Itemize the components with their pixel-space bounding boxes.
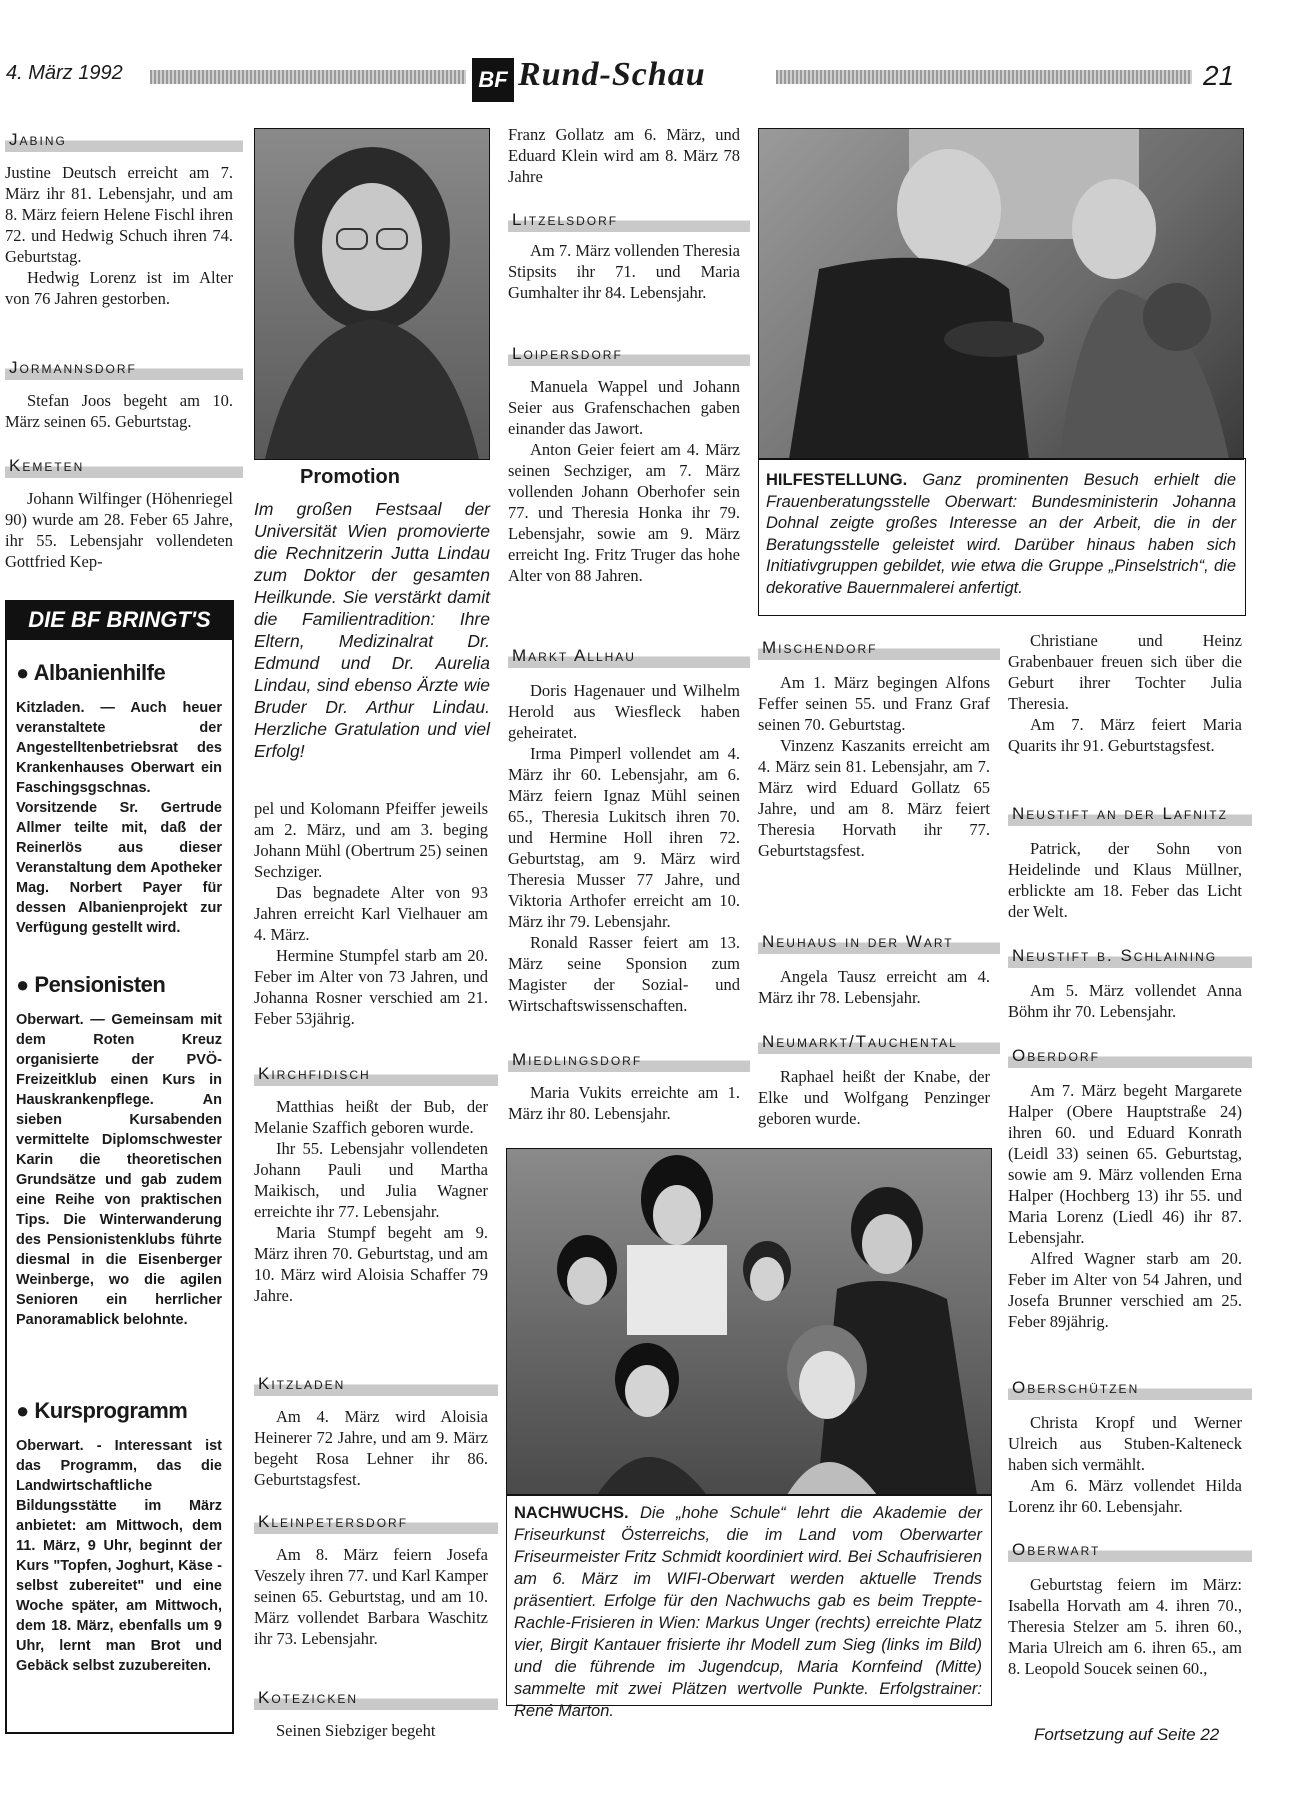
heading-oberwart: Oberwart xyxy=(1008,1536,1252,1562)
continuation-note: Fortsetzung auf Seite 22 xyxy=(1034,1725,1220,1744)
promotion-text: Im großen Festsaal der Universität Wien promovierte die Rechnitzerin Jutta Lindau zum Doktor der gesamten Heilkunde. Sie verstärkt damit die Familientradition: Ihre Eltern, Medizinalrat Dr. Edmund und Dr. Aurelia Lindau, sind ebenso Ärzte wie Bruder Dr. Arthur Lindau. Herzliche Gratulation und viel Erfolg! xyxy=(254,499,490,761)
oberdorf-text xyxy=(1008,1080,1242,1332)
markt-allhau-paragraph-3: Ronald Rasser feiert am 13. März seine Sponsion zum Magister der Sozial- und Wirtschaftswissenschaften. xyxy=(508,933,740,1015)
kirchfidisch-paragraph-1: Matthias heißt der Bub, der Melanie Szaffich geboren wurde. xyxy=(254,1097,488,1137)
bf-logo: BF xyxy=(472,58,514,102)
nachwuchs-caption-text: Die „hohe Schule“ lehrt die Akademie der Friseurkunst Österreichs, die im Land vom Oberwarter Friseurmeister Fritz Schmidt koordiniert wird. Bei Schaufrisieren am 6. März im WIFI-Oberwart werden aktuelle Trends präsentiert. Erfolge für den Nachwuchs gab es beim Treppte-Rachle-Frisieren in Wien: Markus Unger (rechts) erreichte Platz vier, Birgit Kantauer frisierte ihr Modell zum Sieg (links im Bild) und die führende im Jugendcup, Maria Kornfeind (Mitte) sammelte mit zwei Plätzen wertvolle Punkte. Erfolgstrainer: René Marton. xyxy=(514,1504,982,1720)
kirchfidisch-paragraph-2: Ihr 55. Lebensjahr vollendeten Johann Pauli und Martha Maikisch, und Julia Wagner erreichte ihr 77. Lebensjahr. xyxy=(254,1139,488,1221)
heading-litzelsdorf: Litzelsdorf xyxy=(508,206,750,232)
kemeten-continued xyxy=(254,798,488,1029)
col3-top-text: Franz Gollatz am 6. März, und Eduard Klein wird am 8. März 78 Jahre xyxy=(508,125,740,186)
kotezicken-text: Seinen Siebziger begeht xyxy=(276,1721,436,1740)
sidebar-text-kursprogramm: Oberwart. - Interessant ist das Programm, das die Landwirtschaftliche Bildungsstätte im März anbietet: am Mittwoch, dem 11. März, 9 Uhr, beginnt der Kurs "Topfen, Joghurt, Käse - selbst zubereitet" und eine Woche später, am Mittwoch, dem 18. März, ebenfalls um 9 Uhr, lernt man Brot und Gebäck selbst zuzubereiten. xyxy=(16,1438,222,1674)
kleinpetersdorf-text: Am 8. März feiern Josefa Veszely ihren 77. und Karl Kamper seinen 65. Geburtstag, und am 10. März vollendet Barbara Waschitz ihr 73. Lebensjahr. xyxy=(254,1545,488,1648)
promotion-title: Promotion xyxy=(300,466,400,488)
heading-markt-allhau: Markt Allhau xyxy=(508,642,750,668)
oberdorf-paragraph-1: Am 7. März begeht Margarete Halper (Obere Hauptstraße 24) ihren 60. und Eduard Konrath (Leidl 33) seinen 65. Geburtstag, sowie am 9. März vollenden Erna Halper (Hochberg 13) ihr 55. und Maria Lorenz (Liedl 46) ihr 87. Lebensjahr. xyxy=(1008,1081,1242,1247)
nachwuchs-caption-lead: NACHWUCHS. xyxy=(514,1504,629,1522)
oberdorf-paragraph-2: Alfred Wagner starb am 20. Feber im Alter von 54 Jahren, und Josefa Brunner verschied am 25. Feber 89jährig. xyxy=(1008,1249,1242,1331)
heading-oberdorf: Oberdorf xyxy=(1008,1042,1252,1068)
neumarkt-text: Raphael heißt der Knabe, der Elke und Wolfgang Penzinger geboren wurde. xyxy=(758,1067,990,1128)
markt-allhau-text xyxy=(508,680,740,1016)
neustift-lafnitz-text: Patrick, der Sohn von Heidelinde und Klaus Müllner, erblickte am 18. Feber das Licht der Welt. xyxy=(1008,839,1242,921)
heading-neustift-schlaining: Neustift b. Schlaining xyxy=(1008,942,1252,968)
jormannsdorf-text: Stefan Joos begeht am 10. März seinen 65. Geburtstag. xyxy=(5,391,233,431)
page-number: 21 xyxy=(1203,60,1235,91)
neuhaus-text: Angela Tausz erreicht am 4. März ihr 78. Lebensjahr. xyxy=(758,967,990,1007)
heading-neumarkt: Neumarkt/Tauchental xyxy=(758,1028,1000,1054)
mischendorf-text xyxy=(758,672,990,861)
oberschuetzen-text xyxy=(1008,1412,1242,1517)
hilfestellung-photo xyxy=(758,128,1244,460)
oberschuetzen-paragraph-1: Christa Kropf und Werner Ulreich aus Stuben-Kalteneck haben sich vermählt. xyxy=(1008,1413,1242,1474)
sidebar-heading-albanienhilfe: ● Albanienhilfe xyxy=(16,660,166,685)
jabing-paragraph-2: Hedwig Lorenz ist im Alter von 76 Jahren gestorben. xyxy=(5,268,233,308)
hilfestellung-caption-text: Ganz prominenten Besuch erhielt die Frauenberatungsstelle Oberwart: Bundesministerin Johanna Dohnal zeigte großes Interesse an der Arbeit, die in der Beratungsstelle geleistet wird. Darüber hinaus haben sich Initiativgruppen gebildet, wie etwa die Gruppe „Pinselstrich“, die dekorative Bauernmalerei anfertigt. xyxy=(766,471,1236,597)
heading-kirchfidisch: Kirchfidisch xyxy=(254,1060,498,1086)
hilfestellung-caption xyxy=(766,470,1236,599)
heading-kleinpetersdorf: Kleinpetersdorf xyxy=(254,1508,498,1534)
sidebar-heading-pensionisten: ● Pensionisten xyxy=(16,972,166,997)
loipersdorf-text xyxy=(508,376,740,586)
kitzladen-text: Am 4. März wird Aloisia Heinerer 72 Jahre, und am 9. März begeht Rosa Lehner ihr 86. Geburtstagsfest. xyxy=(254,1407,488,1489)
kemeten-cont-3: Hermine Stumpfel starb am 20. Feber im Alter von 73 Jahren, und Johanna Rosner verschied am 21. Feber 53jährig. xyxy=(254,946,488,1028)
portrait-photo xyxy=(254,128,490,460)
loipersdorf-paragraph-2: Anton Geier feiert am 4. März seinen Sechziger, am 7. März vollenden Johann Oberhofer sein 77. und Theresia Honka ihr 79. Lebensjahr, sowie am 9. März erreicht Ing. Fritz Truger das hohe Alter von 88 Jahren. xyxy=(508,440,740,585)
neustift-schlaining-text: Am 5. März vollendet Anna Böhm ihr 70. Lebensjahr. xyxy=(1008,981,1242,1021)
heading-kemeten: Kemeten xyxy=(5,452,243,478)
issue-date: 4. März 1992 xyxy=(6,62,123,84)
kirchfidisch-text xyxy=(254,1096,488,1306)
sidebar-heading-kursprogramm: ● Kursprogramm xyxy=(16,1398,188,1423)
section-title: Rund-Schau xyxy=(518,56,706,93)
oberschuetzen-paragraph-2: Am 6. März vollendet Hilda Lorenz ihr 60. Lebensjahr. xyxy=(1008,1476,1242,1516)
heading-kitzladen: Kitzladen xyxy=(254,1370,498,1396)
nachwuchs-photo xyxy=(506,1148,992,1496)
kemeten-cont-1: pel und Kolomann Pfeiffer jeweils am 2. März, und am 3. beging Johann Mühl (Obertrum 25) seinen Sechziger. xyxy=(254,799,488,881)
loipersdorf-paragraph-1: Manuela Wappel und Johann Seier aus Grafenschachen gaben einander das Jawort. xyxy=(508,377,740,438)
litzelsdorf-text: Am 7. März vollenden Theresia Stipsits ihr 71. und Maria Gumhalter ihr 84. Lebensjahr. xyxy=(508,241,741,302)
kirchfidisch-paragraph-3: Maria Stumpf begeht am 9. März ihren 70. Geburtstag, und am 10. März wird Aloisia Schaffer 79 Jahre. xyxy=(254,1223,488,1305)
header-rule-left xyxy=(150,70,466,84)
sidebar-text-albanienhilfe: Kitzladen. — Auch heuer veranstaltete der Angestelltenbetriebsrat des Krankenhauses Oberwart ein Faschingsgschnas. Vorsitzende Sr. Gertrude Allmer teilte mit, daß der Reinerlös aus dieser Veranstaltung dem Apotheker Mag. Norbert Payer für dessen Albanienprojekt zur Verfügung gestellt wird. xyxy=(16,700,222,936)
heading-mischendorf: Mischendorf xyxy=(758,634,1000,660)
col5-paragraph-2: Am 7. März feiert Maria Quarits ihr 91. Geburtstagsfest. xyxy=(1008,715,1242,755)
jabing-paragraph-1: Justine Deutsch erreicht am 7. März ihr 81. Lebensjahr, und am 8. März feiern Helene Fischl ihren 72. und Hedwig Schuch ihren 74. Geburtstag. xyxy=(5,163,233,266)
kemeten-text: Johann Wilfinger (Höhenriegel 90) wurde am 28. Feber 65 Jahre, ihr 55. Lebensjahr vollendeten Gottfried Kep- xyxy=(5,489,233,571)
hilfestellung-caption-lead: HILFESTELLUNG. xyxy=(766,471,908,489)
header-rule-right xyxy=(776,70,1192,84)
heading-jabing: Jabing xyxy=(5,126,243,152)
heading-jormannsdorf: Jormannsdorf xyxy=(5,354,243,380)
col5-top-text xyxy=(1008,630,1242,756)
kemeten-cont-2: Das begnadete Alter von 93 Jahren erreicht Karl Vielhauer am 4. März. xyxy=(254,883,488,944)
heading-neuhaus: Neuhaus in der Wart xyxy=(758,928,1000,954)
mischendorf-paragraph-2: Vinzenz Kaszanits erreicht am 4. März sein 81. Lebensjahr, am 7. März wird Eduard Gollatz 65 Jahre, und am 8. März feiert Theresia Horvath ihr 77. Geburtstagsfest. xyxy=(758,736,990,860)
oberwart-text: Geburtstag feiern im März: Isabella Horvath am 4. ihren 70., Theresia Stelzer am 5. ihren 60., Maria Ulreich am 6. ihren 65., am 8. Leopold Soucek seinen 60., xyxy=(1008,1575,1242,1678)
miedlingsdorf-text: Maria Vukits erreichte am 1. März ihr 80. Lebensjahr. xyxy=(508,1083,740,1123)
mischendorf-paragraph-1: Am 1. März begingen Alfons Feffer seinen 55. und Franz Graf seinen 70. Geburtstag. xyxy=(758,673,990,734)
heading-loipersdorf: Loipersdorf xyxy=(508,340,750,366)
col5-paragraph-1: Christiane und Heinz Grabenbauer freuen sich über die Geburt ihrer Tochter Julia Theresia. xyxy=(1008,631,1242,713)
heading-oberschuetzen: Oberschützen xyxy=(1008,1374,1252,1400)
heading-kotezicken: Kotezicken xyxy=(254,1684,498,1710)
nachwuchs-caption xyxy=(514,1502,982,1722)
sidebar-text-pensionisten: Oberwart. — Gemeinsam mit dem Roten Kreuz organisierte der PVÖ-Freizeitklub einen Kurs in Hauskrankenpflege. An sieben Kursabenden vermittelte Diplomschwester Karin die theoretischen Grundsätze und gab zudem eine Reihe von praktischen Tips. Die Winterwanderung des Pensionistenklubs führte diesmal in die Eisenberger Weinberge, wo die agilen Senioren ein herrlicher Panoramablick belohnte. xyxy=(16,1012,222,1328)
jabing-text xyxy=(5,162,233,309)
markt-allhau-paragraph-2: Irma Pimperl vollendet am 4. März ihr 60. Lebensjahr, am 6. März feiern Ignaz Mühl seinen 65., Theresia Lukitsch ihren 70. und Hermine Holl ihren 72. Geburtstag, am 9. März wird Theresia Musser 77 Jahre, und Viktoria Arthofer erreicht am 10. März ihr 79. Lebensjahr. xyxy=(508,744,740,931)
sidebar-heading: DIE BF BRINGT'S xyxy=(5,600,234,640)
heading-miedlingsdorf: Miedlingsdorf xyxy=(508,1046,750,1072)
heading-neustift-lafnitz: Neustift an der Lafnitz xyxy=(1008,800,1252,826)
markt-allhau-paragraph-1: Doris Hagenauer und Wilhelm Herold aus Wiesfleck haben geheiratet. xyxy=(508,681,740,742)
